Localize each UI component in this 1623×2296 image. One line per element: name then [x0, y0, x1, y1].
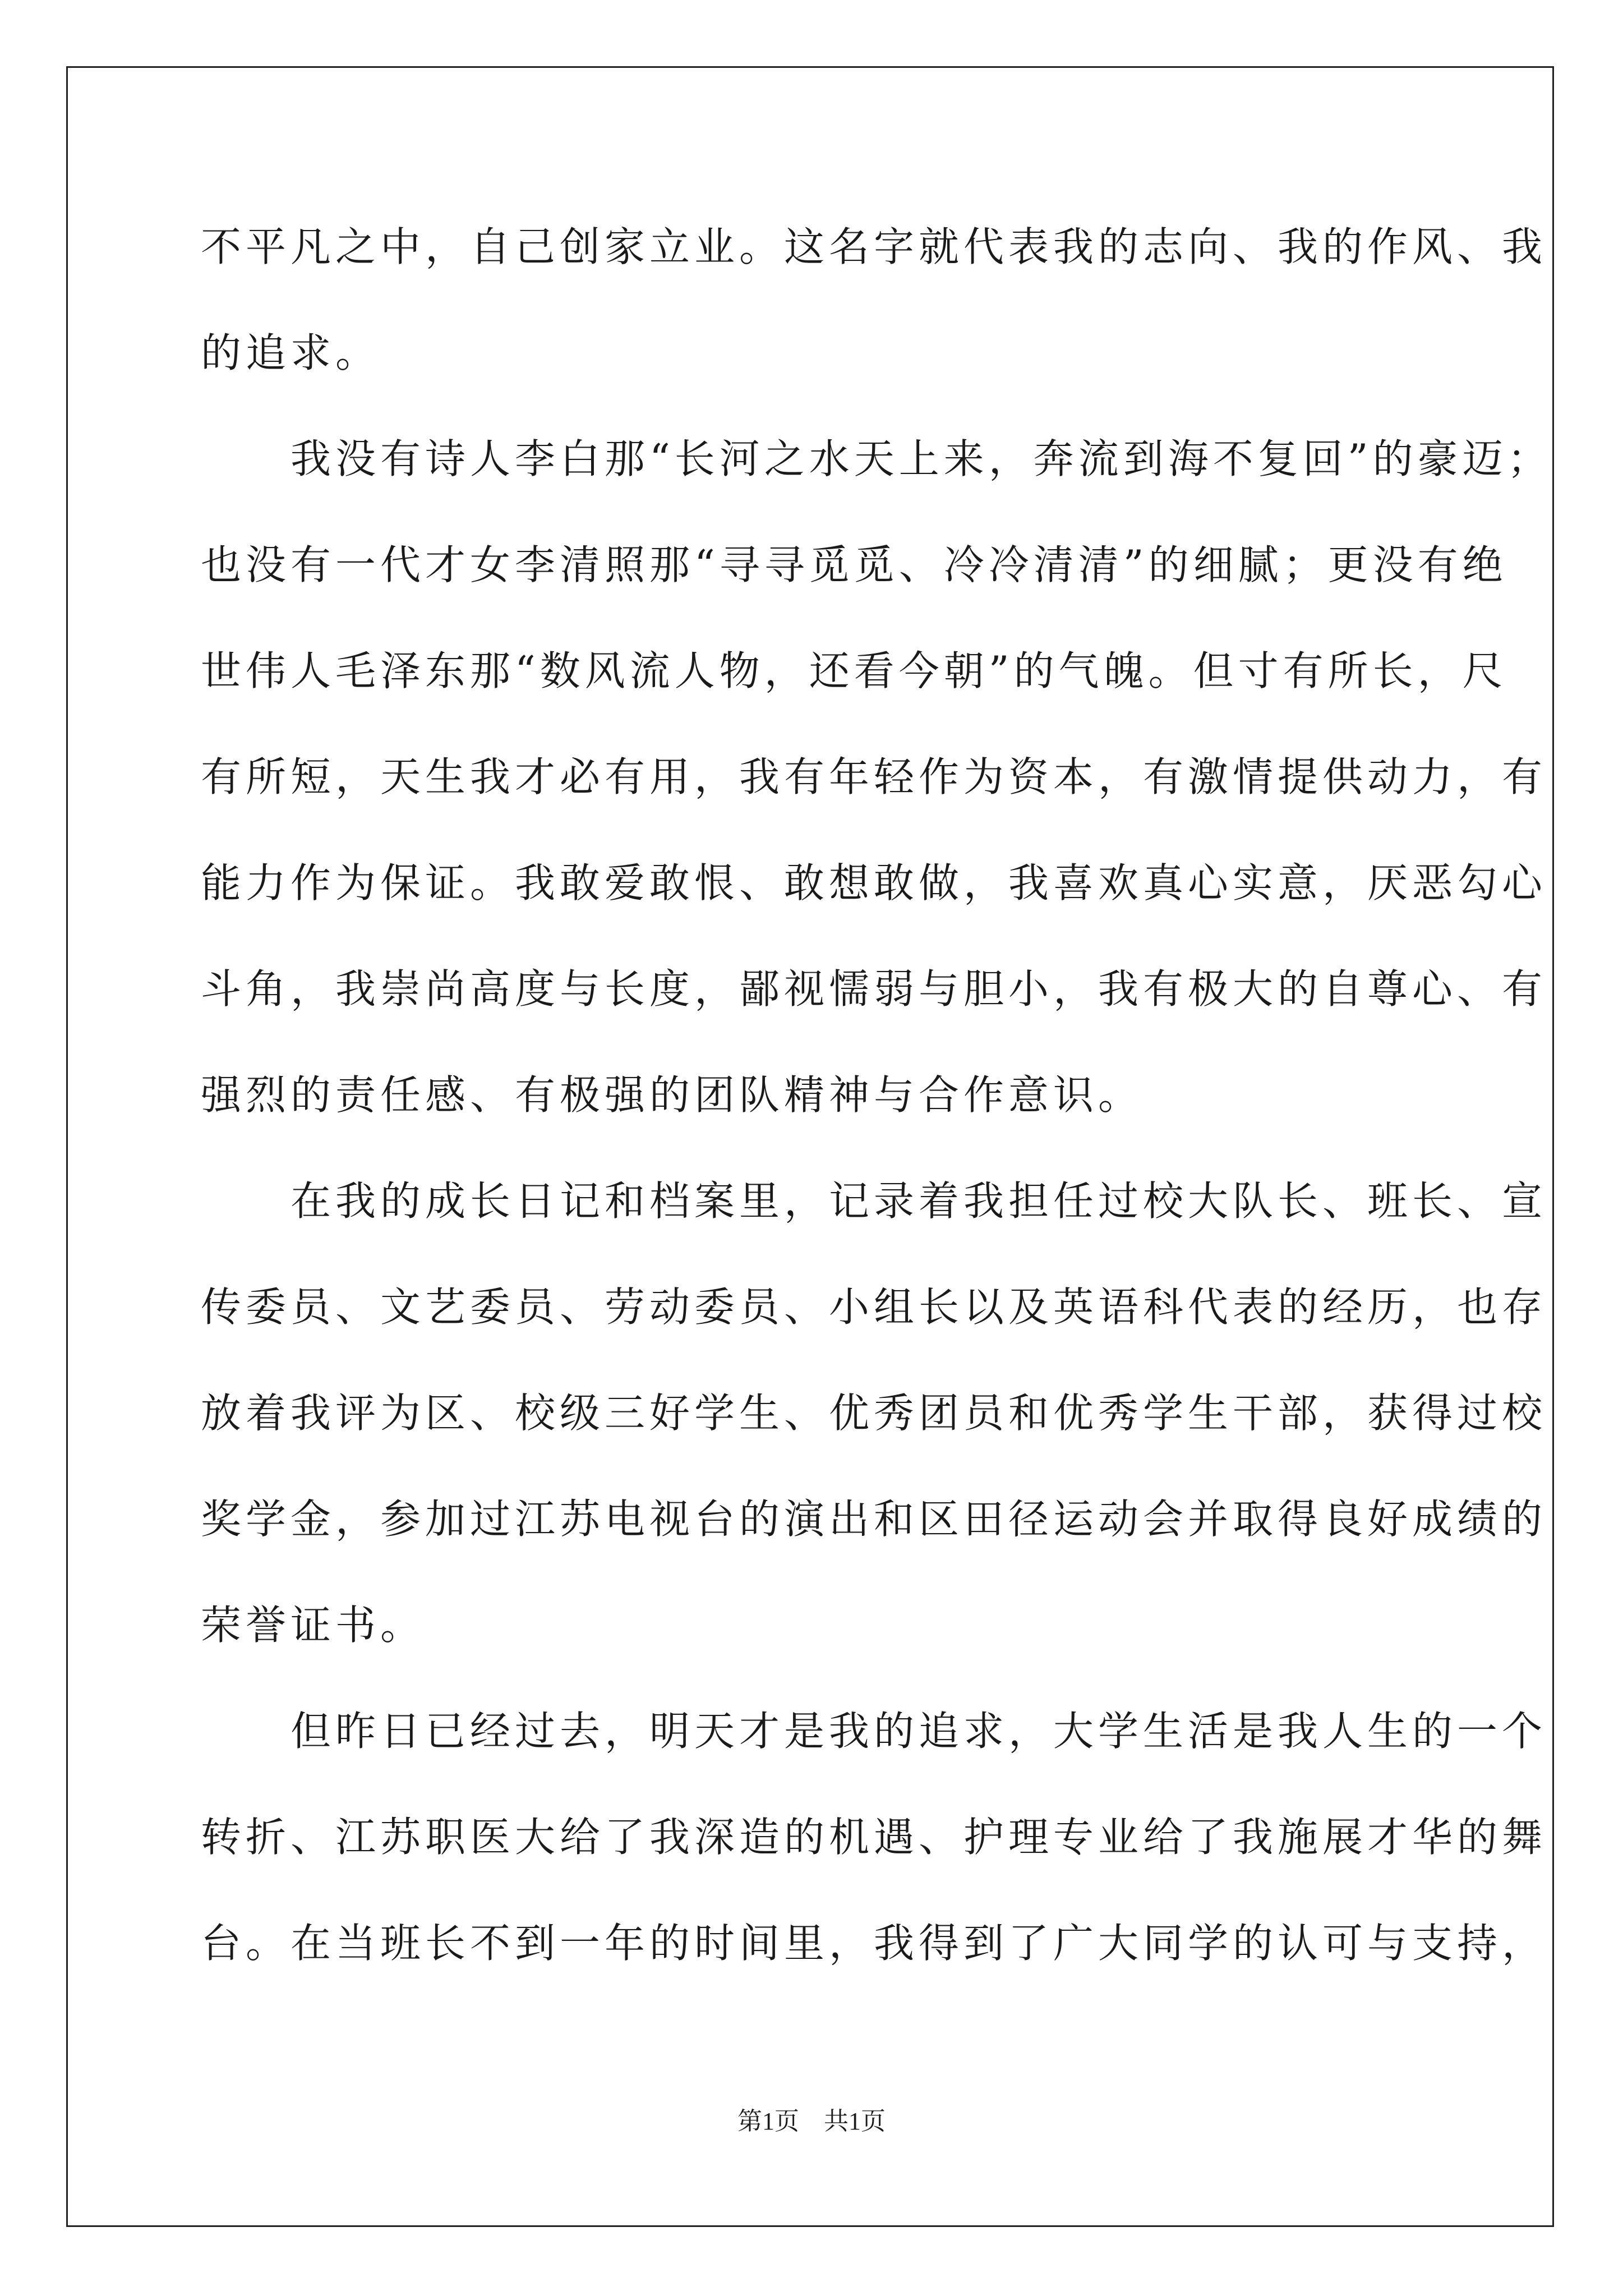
text-line: 也没有一代才女李清照那“寻寻觅觅、冷冷清清”的细腻；更没有绝	[201, 541, 1507, 588]
text-line: 奖学金，参加过江苏电视台的演出和区田径运动会并取得良好成绩的	[201, 1496, 1547, 1543]
text-line: 转折、江苏职医大给了我深造的机遇、护理专业给了我施展才华的舞	[201, 1814, 1547, 1861]
text-line: 在我的成长日记和档案里，记录着我担任过校大队长、班长、宣	[201, 1177, 1547, 1225]
text-line: 不平凡之中，自己创家立业。这名字就代表我的志向、我的作风、我	[201, 223, 1547, 270]
text-line: 放着我评为区、校级三好学生、优秀团员和优秀学生干部，获得过校	[201, 1389, 1547, 1437]
text-line: 荣誉证书。	[201, 1602, 426, 1649]
text-line: 的追求。	[201, 329, 381, 376]
text-line: 传委员、文艺委员、劳动委员、小组长以及英语科代表的经历，也存	[201, 1283, 1547, 1331]
page-number-footer: 第1页 共1页	[737, 2108, 886, 2135]
text-line: 但昨日已经过去，明天才是我的追求，大学生活是我人生的一个	[201, 1708, 1547, 1755]
text-line: 强烈的责任感、有极强的团队精神与合作意识。	[201, 1071, 1144, 1119]
text-line: 世伟人毛泽东那“数风流人物，还看今朝”的气魄。但寸有所长，尺	[201, 647, 1507, 694]
text-line: 能力作为保证。我敢爱敢恨、敢想敢做，我喜欢真心实意，厌恶勾心	[201, 859, 1547, 907]
text-line: 有所短，天生我才必有用，我有年轻作为资本，有激情提供动力，有	[201, 753, 1547, 800]
text-line: 斗角，我崇尚高度与长度，鄙视懦弱与胆小，我有极大的自尊心、有	[201, 965, 1547, 1013]
text-line: 我没有诗人李白那“长河之水天上来，奔流到海不复回”的豪迈；	[201, 435, 1552, 482]
text-line: 台。在当班长不到一年的时间里，我得到了广大同学的认可与支持，	[201, 1920, 1547, 1967]
page-border	[66, 66, 1554, 2227]
